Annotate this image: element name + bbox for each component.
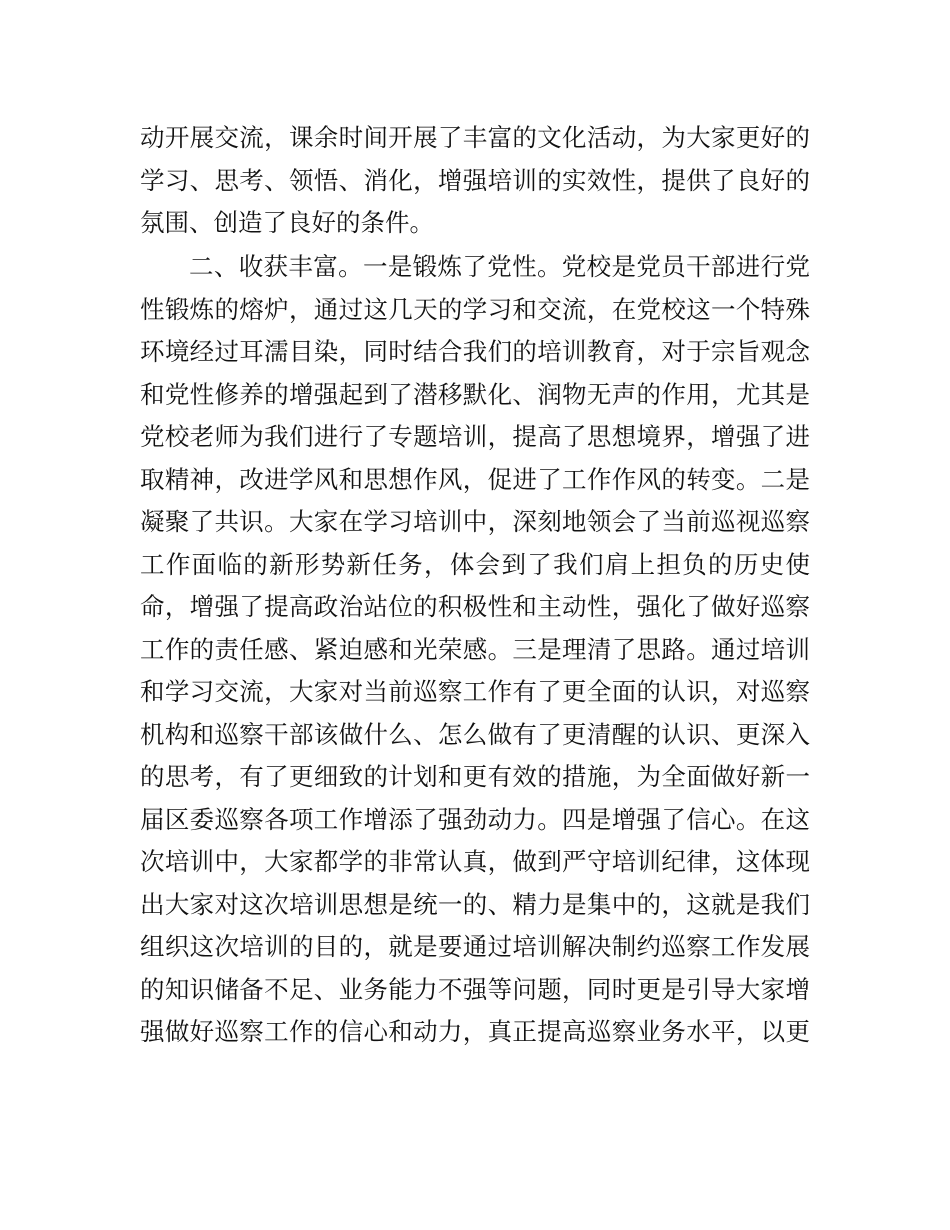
paragraph-line: 出大家对这次培训思想是统一的、精力是集中的，这就是我们 bbox=[140, 889, 810, 919]
paragraph-line: 性锻炼的熔炉，通过这几天的学习和交流，在党校这一个特殊 bbox=[140, 294, 810, 324]
paragraph-line: 和学习交流，大家对当前巡察工作有了更全面的认识，对巡察 bbox=[140, 677, 810, 706]
paragraph-line: 组织这次培训的目的，就是要通过培训解决制约巡察工作发展 bbox=[140, 932, 810, 961]
paragraph-line: 凝聚了共识。大家在学习培训中，深刻地领会了当前巡视巡察 bbox=[140, 507, 810, 536]
paragraph-line: 环境经过耳濡目染，同时结合我们的培训教育，对于宗旨观念 bbox=[140, 337, 810, 366]
paragraph-line: 取精神，改进学风和思想作风，促进了工作作风的转变。二是 bbox=[140, 464, 810, 494]
paragraph-line: 机构和巡察干部该做什么、怎么做有了更清醒的认识、更深入 bbox=[140, 719, 810, 749]
paragraph-line: 党校老师为我们进行了专题培训，提高了思想境界，增强了进 bbox=[140, 422, 810, 451]
paragraph-line: 命，增强了提高政治站位的积极性和主动性，强化了做好巡察 bbox=[140, 592, 810, 621]
paragraph-line: 和党性修养的增强起到了潜移默化、润物无声的作用，尤其是 bbox=[140, 379, 810, 409]
paragraph-line: 动开展交流，课余时间开展了丰富的文化活动，为大家更好的 bbox=[140, 123, 810, 152]
paragraph-line: 的知识储备不足、业务能力不强等问题，同时更是引导大家增 bbox=[140, 974, 810, 1004]
paragraph-2 bbox=[140, 246, 810, 1054]
paragraph-line: 氛围、创造了良好的条件。 bbox=[140, 208, 434, 237]
paragraph-line: 学习、思考、领悟、消化，增强培训的实效性，提供了良好的 bbox=[140, 165, 810, 195]
paragraph-1 bbox=[140, 117, 810, 245]
paragraph-line: 次培训中，大家都学的非常认真，做到严守培训纪律，这体现 bbox=[140, 847, 810, 876]
paragraph-line: 届区委巡察各项工作增添了强劲动力。四是增强了信心。在这 bbox=[140, 804, 810, 834]
paragraph-line: 的思考，有了更细致的计划和更有效的措施，为全面做好新一 bbox=[140, 762, 810, 791]
paragraph-line: 工作面临的新形势新任务，体会到了我们肩上担负的历史使 bbox=[140, 549, 810, 579]
paragraph-first-line: 二、收获丰富。一是锻炼了党性。党校是党员干部进行党 bbox=[189, 252, 810, 281]
paragraph-line: 工作的责任感、紧迫感和光荣感。三是理清了思路。通过培训 bbox=[140, 634, 810, 664]
paragraph-line: 强做好巡察工作的信心和动力，真正提高巡察业务水平，以更 bbox=[140, 1017, 810, 1046]
